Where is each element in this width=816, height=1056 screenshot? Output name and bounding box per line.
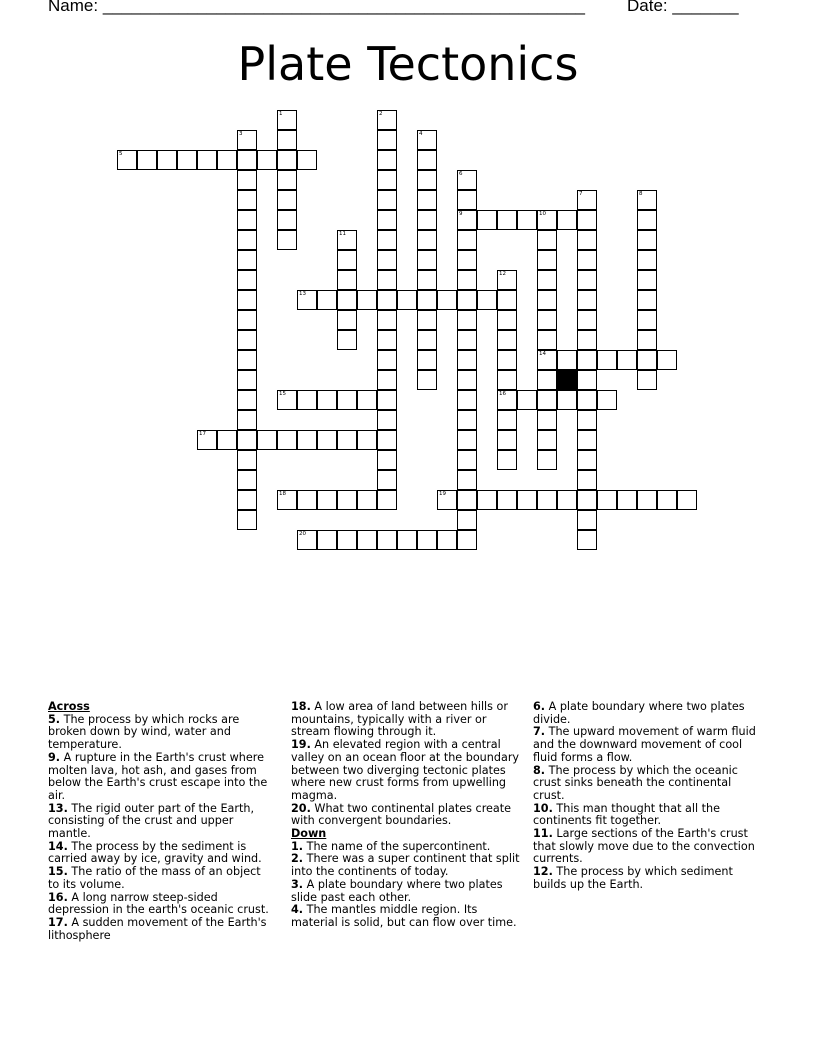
grid-cell[interactable] [137, 150, 157, 170]
grid-cell[interactable] [417, 250, 437, 270]
grid-cell[interactable] [417, 290, 437, 310]
grid-cell[interactable] [637, 290, 657, 310]
grid-cell[interactable] [377, 310, 397, 330]
clue-text: A long narrow steep-sided depression in the earth's oceanic crust. [48, 890, 269, 917]
grid-cell[interactable] [297, 530, 317, 550]
clue-number-label: 13. [48, 801, 68, 815]
grid-cell[interactable] [237, 470, 257, 490]
grid-cell[interactable] [457, 210, 477, 230]
grid-cell[interactable] [457, 170, 477, 190]
clue-number-label: 1. [291, 839, 304, 853]
grid-cell[interactable] [417, 210, 437, 230]
clue-text: The process by which sediment builds up the Earth. [533, 865, 733, 891]
grid-cell[interactable] [237, 450, 257, 470]
clue-number: 16 [499, 391, 506, 397]
grid-cell[interactable] [377, 250, 397, 270]
clue-number: 12 [499, 271, 506, 277]
grid-cell[interactable] [237, 510, 257, 530]
grid-cell[interactable] [277, 130, 297, 150]
grid-cell[interactable] [257, 430, 277, 450]
grid-cell[interactable] [377, 110, 397, 130]
grid-cell[interactable] [417, 350, 437, 370]
grid-cell[interactable] [637, 330, 657, 350]
grid-cell[interactable] [537, 410, 557, 430]
grid-cell[interactable] [637, 210, 657, 230]
grid-cell[interactable] [577, 330, 597, 350]
clue-number-label: 6. [533, 700, 546, 713]
grid-cell[interactable] [497, 390, 517, 410]
grid-cell[interactable] [237, 310, 257, 330]
grid-cell[interactable] [537, 290, 557, 310]
grid-cell[interactable] [417, 370, 437, 390]
grid-cell[interactable] [297, 290, 317, 310]
clue-text: The process by which the oceanic crust sinks beneath the continental crust. [533, 763, 738, 802]
grid-cell[interactable] [457, 450, 477, 470]
blocked-cell [557, 370, 577, 390]
grid-cell[interactable] [377, 430, 397, 450]
grid-cell[interactable] [537, 270, 557, 290]
clue-number: 14 [539, 351, 546, 357]
grid-cell[interactable] [417, 130, 437, 150]
clue-number-label: 7. [533, 725, 546, 739]
grid-cell[interactable] [277, 490, 297, 510]
clue-number-label: 18. [291, 700, 311, 713]
clue-number-label: 11. [533, 827, 553, 841]
clue-item [291, 701, 525, 739]
grid-cell[interactable] [637, 350, 657, 370]
grid-cell[interactable] [297, 150, 317, 170]
clue-text: A plate boundary where two plates slide past each other. [291, 877, 503, 904]
grid-cell[interactable] [417, 190, 437, 210]
grid-cell[interactable] [537, 230, 557, 250]
clue-text: The process by the sediment is carried away by ice, gravity and wind. [48, 839, 262, 866]
grid-cell[interactable] [357, 430, 377, 450]
grid-cell[interactable] [457, 270, 477, 290]
grid-cell[interactable] [397, 290, 417, 310]
grid-cell[interactable] [237, 290, 257, 310]
grid-cell[interactable] [117, 150, 137, 170]
grid-cell[interactable] [317, 530, 337, 550]
clue-item [533, 828, 761, 866]
grid-cell[interactable] [457, 470, 477, 490]
clue-number-label: 10. [533, 801, 553, 815]
across-heading: Across [48, 700, 90, 713]
clue-item [533, 866, 761, 891]
clue-number: 9 [459, 211, 463, 217]
grid-cell[interactable] [237, 170, 257, 190]
grid-cell[interactable] [237, 330, 257, 350]
grid-cell[interactable] [377, 410, 397, 430]
grid-cell[interactable] [457, 350, 477, 370]
clue-number: 8 [639, 191, 643, 197]
grid-cell[interactable] [457, 370, 477, 390]
grid-cell[interactable] [377, 210, 397, 230]
grid-cell[interactable] [377, 290, 397, 310]
clues-column-2 [291, 701, 525, 930]
grid-cell[interactable] [577, 490, 597, 510]
grid-cell[interactable] [357, 290, 377, 310]
grid-cell[interactable] [537, 330, 557, 350]
clue-number-label: 16. [48, 890, 68, 904]
grid-cell[interactable] [377, 230, 397, 250]
clue-number-label: 4. [291, 903, 304, 917]
grid-cell[interactable] [577, 390, 597, 410]
grid-cell[interactable] [497, 430, 517, 450]
grid-cell[interactable] [537, 350, 557, 370]
clue-number: 17 [199, 431, 206, 437]
clue-item [533, 765, 761, 803]
grid-cell[interactable] [237, 270, 257, 290]
grid-cell[interactable] [577, 510, 597, 530]
grid-cell[interactable] [417, 530, 437, 550]
grid-cell[interactable] [277, 430, 297, 450]
grid-cell[interactable] [577, 410, 597, 430]
grid-cell[interactable] [577, 450, 597, 470]
grid-cell[interactable] [337, 330, 357, 350]
grid-cell[interactable] [377, 350, 397, 370]
grid-cell[interactable] [577, 350, 597, 370]
grid-cell[interactable] [277, 390, 297, 410]
grid-cell[interactable] [337, 270, 357, 290]
grid-cell[interactable] [497, 370, 517, 390]
grid-cell[interactable] [237, 370, 257, 390]
grid-cell[interactable] [577, 290, 597, 310]
grid-cell[interactable] [577, 370, 597, 390]
page-title: Plate Tectonics [237, 37, 579, 91]
clue-text: The ratio of the mass of an object to its volume. [48, 865, 261, 891]
grid-cell[interactable] [417, 230, 437, 250]
grid-cell[interactable] [637, 270, 657, 290]
grid-cell[interactable] [357, 490, 377, 510]
clue-item [48, 892, 274, 917]
clue-number: 2 [379, 111, 383, 117]
grid-cell[interactable] [497, 490, 517, 510]
grid-cell[interactable] [397, 530, 417, 550]
grid-cell[interactable] [457, 490, 477, 510]
grid-cell[interactable] [237, 390, 257, 410]
grid-cell[interactable] [637, 310, 657, 330]
clues-column-3 [533, 701, 761, 892]
grid-cell[interactable] [377, 470, 397, 490]
grid-cell[interactable] [417, 310, 437, 330]
grid-cell[interactable] [237, 190, 257, 210]
grid-cell[interactable] [377, 390, 397, 410]
clue-item [48, 841, 274, 866]
grid-cell[interactable] [497, 270, 517, 290]
grid-cell[interactable] [577, 430, 597, 450]
grid-cell[interactable] [457, 510, 477, 530]
grid-cell[interactable] [377, 150, 397, 170]
clue-text: A plate boundary where two plates divide. [533, 700, 745, 726]
clue-number-label: 15. [48, 865, 68, 879]
clue-text: This man thought that all the continents fit together. [533, 801, 721, 828]
clues-column-1 [48, 701, 274, 942]
grid-cell[interactable] [537, 370, 557, 390]
grid-cell[interactable] [217, 430, 237, 450]
grid-cell[interactable] [437, 530, 457, 550]
grid-cell[interactable] [377, 190, 397, 210]
grid-cell[interactable] [457, 250, 477, 270]
grid-cell[interactable] [377, 450, 397, 470]
grid-cell[interactable] [457, 290, 477, 310]
grid-cell[interactable] [557, 390, 577, 410]
grid-cell[interactable] [577, 270, 597, 290]
grid-cell[interactable] [537, 310, 557, 330]
grid-cell[interactable] [437, 290, 457, 310]
grid-cell[interactable] [237, 130, 257, 150]
clue-text: The process by which rocks are broken down by wind, water and temperature. [48, 712, 240, 752]
grid-cell[interactable] [577, 230, 597, 250]
grid-cell[interactable] [337, 230, 357, 250]
clue-item [291, 904, 525, 929]
clue-text: What two continental plates create with convergent boundaries. [291, 801, 512, 828]
grid-cell[interactable] [537, 210, 557, 230]
clue-item [533, 701, 761, 726]
clue-number: 20 [299, 531, 306, 537]
clue-item [291, 803, 525, 828]
grid-cell[interactable] [337, 290, 357, 310]
grid-cell[interactable] [237, 490, 257, 510]
grid-cell[interactable] [537, 390, 557, 410]
grid-cell[interactable] [337, 310, 357, 330]
grid-cell[interactable] [277, 210, 297, 230]
clue-number: 13 [299, 291, 306, 297]
clue-text: The mantles middle region. Its material is solid, but can flow over time. [291, 903, 517, 929]
clue-number: 19 [439, 491, 446, 497]
clue-number-label: 17. [48, 915, 68, 929]
clue-number: 18 [279, 491, 286, 497]
grid-cell[interactable] [377, 370, 397, 390]
grid-cell[interactable] [317, 390, 337, 410]
grid-cell[interactable] [497, 410, 517, 430]
clue-item [291, 879, 525, 904]
grid-cell[interactable] [557, 210, 577, 230]
grid-cell[interactable] [357, 530, 377, 550]
grid-cell[interactable] [617, 490, 637, 510]
clue-text: There was a super continent that split into the continents of today. [291, 852, 520, 879]
grid-cell[interactable] [337, 390, 357, 410]
grid-cell[interactable] [657, 350, 677, 370]
grid-cell[interactable] [337, 490, 357, 510]
clue-number: 11 [339, 231, 346, 237]
grid-cell[interactable] [537, 490, 557, 510]
grid-cell[interactable] [237, 430, 257, 450]
grid-cell[interactable] [237, 150, 257, 170]
clue-text: The rigid outer part of the Earth, consisting of the crust and upper mantle. [48, 801, 255, 841]
grid-cell[interactable] [637, 190, 657, 210]
grid-cell[interactable] [597, 350, 617, 370]
grid-cell[interactable] [437, 490, 457, 510]
grid-cell[interactable] [657, 490, 677, 510]
clue-number: 3 [239, 131, 243, 137]
grid-cell[interactable] [337, 250, 357, 270]
grid-cell[interactable] [297, 430, 317, 450]
grid-cell[interactable] [537, 450, 557, 470]
clue-item [48, 866, 274, 891]
grid-cell[interactable] [497, 210, 517, 230]
clue-number-label: 5. [48, 712, 61, 726]
clue-item [291, 853, 525, 878]
grid-cell[interactable] [277, 190, 297, 210]
grid-cell[interactable] [497, 310, 517, 330]
grid-cell[interactable] [197, 150, 217, 170]
down-heading: Down [291, 827, 327, 841]
grid-cell[interactable] [357, 390, 377, 410]
grid-cell[interactable] [377, 170, 397, 190]
grid-cell[interactable] [577, 530, 597, 550]
grid-cell[interactable] [617, 350, 637, 370]
grid-cell[interactable] [637, 370, 657, 390]
clue-number: 15 [279, 391, 286, 397]
grid-cell[interactable] [577, 310, 597, 330]
grid-cell[interactable] [557, 490, 577, 510]
grid-cell[interactable] [457, 330, 477, 350]
clue-number: 1 [279, 111, 283, 117]
grid-cell[interactable] [597, 490, 617, 510]
grid-cell[interactable] [417, 270, 437, 290]
grid-cell[interactable] [257, 150, 277, 170]
clue-number-label: 3. [291, 877, 304, 891]
clue-text: A sudden movement of the Earth's lithosphere [48, 915, 267, 942]
grid-cell[interactable] [277, 150, 297, 170]
grid-cell[interactable] [277, 230, 297, 250]
grid-cell[interactable] [377, 270, 397, 290]
clue-number: 6 [459, 171, 463, 177]
clue-text: The upward movement of warm fluid and the downward movement of cool fluid forms a flow. [533, 725, 756, 764]
name-field[interactable]: Name: ___________________________________________________ [48, 0, 585, 15]
clue-number: 10 [539, 211, 546, 217]
clue-item [48, 803, 274, 841]
grid-cell[interactable] [217, 150, 237, 170]
clue-number-label: 9. [48, 750, 61, 764]
clue-text: An elevated region with a central valley on an ocean floor at the boundary between two diverging tectonic plates where new crust forms from upwelling magma. [291, 738, 520, 802]
clue-item [533, 726, 761, 764]
grid-cell[interactable] [637, 250, 657, 270]
clue-item [533, 803, 761, 828]
grid-cell[interactable] [337, 430, 357, 450]
grid-cell[interactable] [457, 530, 477, 550]
clue-item [48, 752, 274, 803]
grid-cell[interactable] [237, 250, 257, 270]
grid-cell[interactable] [317, 490, 337, 510]
clue-number-label: 19. [291, 738, 311, 752]
clue-number-label: 2. [291, 852, 304, 866]
grid-cell[interactable] [177, 150, 197, 170]
grid-cell[interactable] [297, 390, 317, 410]
grid-cell[interactable] [197, 430, 217, 450]
clue-text: A low area of land between hills or mountains, typically with a river or stream flowing through it. [291, 700, 508, 739]
grid-cell[interactable] [417, 170, 437, 190]
grid-cell[interactable] [237, 410, 257, 430]
grid-cell[interactable] [237, 350, 257, 370]
grid-cell[interactable] [337, 530, 357, 550]
grid-cell[interactable] [637, 230, 657, 250]
grid-cell[interactable] [277, 170, 297, 190]
clue-number: 7 [579, 191, 583, 197]
grid-cell[interactable] [517, 390, 537, 410]
clue-text: A rupture in the Earth's crust where molten lava, hot ash, and gases from below the Earth's crust escape into the air. [48, 750, 268, 802]
grid-cell[interactable] [497, 290, 517, 310]
grid-cell[interactable] [417, 150, 437, 170]
grid-cell[interactable] [637, 490, 657, 510]
date-field[interactable]: Date: _______ [627, 0, 739, 15]
clue-number-label: 20. [291, 801, 311, 815]
grid-cell[interactable] [577, 250, 597, 270]
grid-cell[interactable] [577, 190, 597, 210]
grid-cell[interactable] [277, 110, 297, 130]
grid-cell[interactable] [377, 530, 397, 550]
grid-cell[interactable] [517, 210, 537, 230]
grid-cell[interactable] [317, 430, 337, 450]
grid-cell[interactable] [157, 150, 177, 170]
clue-number-label: 8. [533, 763, 546, 777]
grid-cell[interactable] [677, 490, 697, 510]
clue-number-label: 14. [48, 839, 68, 853]
grid-cell[interactable] [577, 210, 597, 230]
grid-cell[interactable] [457, 190, 477, 210]
grid-cell[interactable] [377, 130, 397, 150]
clue-item [291, 739, 525, 803]
grid-cell[interactable] [577, 470, 597, 490]
clue-text: The name of the supercontinent. [306, 839, 491, 853]
clue-number-label: 12. [533, 865, 553, 879]
grid-cell[interactable] [497, 350, 517, 370]
grid-cell[interactable] [477, 290, 497, 310]
grid-cell[interactable] [377, 490, 397, 510]
grid-cell[interactable] [517, 490, 537, 510]
clue-number: 4 [419, 131, 423, 137]
clue-item [48, 714, 274, 752]
clue-item [48, 917, 274, 942]
grid-cell[interactable] [237, 210, 257, 230]
grid-cell[interactable] [457, 430, 477, 450]
grid-cell[interactable] [477, 210, 497, 230]
grid-cell[interactable] [537, 430, 557, 450]
grid-cell[interactable] [537, 250, 557, 270]
clue-text: Large sections of the Earth's crust that slowly move due to the convection currents. [533, 827, 755, 866]
grid-cell[interactable] [457, 410, 477, 430]
grid-cell[interactable] [417, 330, 437, 350]
grid-cell[interactable] [237, 230, 257, 250]
grid-cell[interactable] [317, 290, 337, 310]
grid-cell[interactable] [457, 230, 477, 250]
grid-cell[interactable] [457, 310, 477, 330]
grid-cell[interactable] [477, 490, 497, 510]
grid-cell[interactable] [457, 390, 477, 410]
grid-cell[interactable] [497, 450, 517, 470]
grid-cell[interactable] [497, 330, 517, 350]
grid-cell[interactable] [557, 350, 577, 370]
grid-cell[interactable] [597, 390, 617, 410]
grid-cell[interactable] [377, 330, 397, 350]
clue-number: 5 [119, 151, 123, 157]
grid-cell[interactable] [297, 490, 317, 510]
